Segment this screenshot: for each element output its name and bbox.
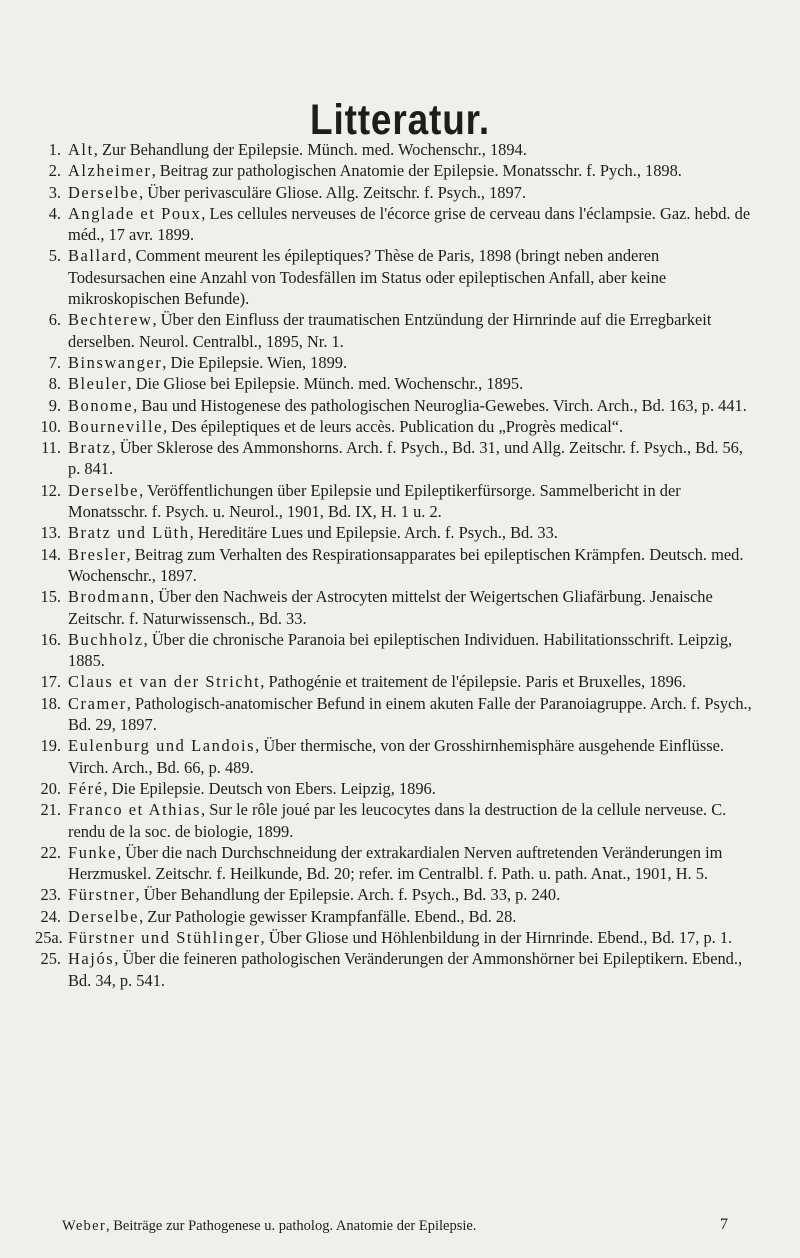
footer-author: Weber (62, 1218, 106, 1234)
reference-entry (35, 480, 755, 523)
reference-author: Fürstner und Stühlinger (68, 927, 261, 947)
reference-number: 24. (40, 906, 61, 926)
reference-number: 4. (48, 203, 61, 223)
reference-author: Bratz (68, 438, 112, 458)
reference-number: 5. (48, 246, 61, 266)
reference-entry (35, 842, 755, 885)
reference-entry (35, 522, 755, 543)
reference-author: Binswanger (68, 352, 163, 372)
reference-text: , Des épileptiques et de leurs accès. Publication du „Progrès medical“. (162, 416, 624, 436)
reference-entry (35, 160, 755, 181)
reference-text: , Über Behandlung der Epilepsie. Arch. f. Psych., Bd. 33, p. 240. (135, 885, 561, 905)
reference-author: Claus et van der Stricht (68, 672, 261, 692)
reference-number: 7. (48, 352, 61, 372)
reference-text: , Les cellules nerveuses de l'écorce grise de cerveau dans l'éclampsie. Gaz. hebd. de méd., 17 avr. 1899. (68, 203, 751, 245)
reference-text: , Über thermische, von der Grosshirnhemisphäre ausgehende Einflüsse. Virch. Arch., Bd. 66, p. 489. (68, 736, 724, 777)
reference-entry (35, 203, 755, 246)
reference-number: 9. (48, 395, 61, 415)
reference-entry (35, 139, 755, 160)
reference-text: , Über perivasculäre Gliose. Allg. Zeitschr. f. Psych., 1897. (139, 182, 526, 202)
reference-number: 25a. (35, 927, 63, 947)
reference-entry (35, 948, 755, 991)
reference-list (35, 139, 755, 991)
reference-text: , Sur le rôle joué par les leucocytes dans la destruction de la cellule nerveuse. C. rendu de la soc. de biologie, 1899. (68, 800, 727, 841)
reference-number: 15. (40, 587, 61, 607)
reference-number: 1. (48, 140, 61, 159)
reference-text: , Zur Pathologie gewisser Krampfanfälle. Ebend., Bd. 28. (139, 906, 517, 926)
reference-entry (35, 884, 755, 905)
reference-entry (35, 437, 755, 480)
running-footer (62, 1216, 752, 1236)
reference-author: Cramer (68, 693, 127, 713)
reference-author: Buchholz (68, 629, 144, 649)
reference-text: , Bau und Histogenese des pathologischen Neuroglia-Gewebes. Virch. Arch., Bd. 163, p. 441. (133, 395, 747, 415)
reference-number: 21. (40, 800, 61, 820)
reference-author: Bratz und Lüth (68, 523, 190, 543)
reference-entry (35, 927, 755, 948)
reference-number: 11. (41, 438, 61, 458)
reference-text: , Über Sklerose des Ammonshorns. Arch. f. Psych., Bd. 31, und Allg. Zeitschr. f. Psych., Bd. 56, p. 841. (68, 438, 743, 479)
reference-text: , Über die nach Durchschneidung der extrakardialen Nerven auftretenden Veränderungen im Herzmuskel. Zeitschr. f. Heilkunde, Bd. 20; refer. im Centralbl. f. Path. u. path. Anat., 1901, H. 5. (68, 842, 723, 884)
reference-number: 25. (40, 949, 61, 969)
reference-number: 2. (48, 161, 61, 181)
reference-entry (35, 586, 755, 629)
reference-author: Funke (68, 842, 117, 862)
page-number: 7 (720, 1216, 728, 1233)
reference-text: , Über die chronische Paranoia bei epileptischen Individuen. Habilitationsschrift. Leipzig, 1885. (68, 629, 733, 671)
reference-author: Eulenburg und Landois (68, 736, 256, 756)
reference-text: , Veröffentlichungen über Epilepsie und Epileptikerfürsorge. Sammelbericht in der Monatsschr. f. Psych. u. Neurol., 1901, Bd. IX, H. 1 u. 2. (68, 480, 681, 522)
reference-entry (35, 352, 755, 373)
reference-author: Alzheimer (68, 161, 152, 181)
reference-entry (35, 906, 755, 927)
reference-number: 13. (40, 523, 61, 543)
reference-author: Hajós (68, 949, 115, 969)
reference-entry (35, 416, 755, 437)
reference-text: , Pathogénie et traitement de l'épilepsie. Paris et Bruxelles, 1896. (260, 672, 687, 692)
reference-number: 23. (40, 885, 61, 905)
reference-number: 17. (40, 672, 61, 692)
reference-number: 19. (40, 736, 61, 756)
reference-text: , Über den Nachweis der Astrocyten mittelst der Weigertschen Gliafärbung. Jenaische Zeitschr. f. Naturwissensch., Bd. 33. (68, 587, 713, 628)
reference-author: Bresler (68, 544, 127, 564)
reference-author: Bleuler (68, 374, 128, 394)
reference-author: Alt (68, 140, 94, 159)
reference-number: 14. (40, 544, 61, 564)
reference-entry (35, 778, 755, 799)
reference-text: , Beitrag zur pathologischen Anatomie der Epilepsie. Monatsschr. f. Pych., 1898. (151, 161, 682, 181)
reference-text: , Die Epilepsie. Deutsch von Ebers. Leipzig, 1896. (103, 778, 436, 798)
reference-text: , Pathologisch-anatomischer Befund in einem akuten Falle der Paranoiagruppe. Arch. f. Psych., Bd. 29, 1897. (68, 693, 752, 735)
reference-entry (35, 395, 755, 416)
reference-entry (35, 629, 755, 672)
reference-author: Féré (68, 778, 104, 798)
reference-entry (35, 309, 755, 352)
reference-number: 3. (48, 182, 61, 202)
reference-text: , Hereditäre Lues und Epilepsie. Arch. f. Psych., Bd. 33. (189, 523, 558, 543)
reference-text: , Beitrag zum Verhalten des Respirationsapparates bei epileptischen Krämpfen. Deutsch. med. Wochenschr., 1897. (68, 544, 744, 585)
reference-number: 20. (40, 778, 61, 798)
reference-entry (35, 544, 755, 587)
reference-entry (35, 245, 755, 309)
page-title: Litteratur. (309, 96, 491, 144)
reference-text: , Comment meurent les épileptiques? Thèse de Paris, 1898 (bringt neben anderen Todesursachen eine Anzahl von Todesfällen im Status oder epileptischen Anfall, aber keine mikroskopischen Befunde). (68, 246, 667, 309)
reference-number: 16. (40, 629, 61, 649)
reference-entry (35, 671, 755, 692)
reference-number: 10. (40, 416, 61, 436)
reference-author: Bonome (68, 395, 134, 415)
reference-author: Ballard (68, 246, 128, 266)
reference-author: Franco et Athias (68, 800, 202, 820)
reference-number: 18. (40, 693, 61, 713)
reference-text: , Über die feineren pathologischen Veränderungen der Ammonshörner bei Epileptikern. Ebend., Bd. 34, p. 541. (68, 949, 743, 990)
reference-text: , Über den Einfluss der traumatischen Entzündung der Hirnrinde auf die Erregbarkeit derselben. Neurol. Centralbl., 1895, Nr. 1. (68, 310, 712, 351)
reference-author: Brodmann (68, 587, 150, 607)
reference-text: , Über Gliose und Höhlenbildung in der Hirnrinde. Ebend., Bd. 17, p. 1. (260, 927, 733, 947)
reference-entry (35, 799, 755, 842)
reference-author: Bechterew (68, 310, 153, 330)
reference-number: 8. (48, 374, 61, 394)
reference-number: 12. (40, 480, 61, 500)
reference-entry (35, 373, 755, 394)
reference-text: , Zur Behandlung der Epilepsie. Münch. med. Wochenschr., 1894. (93, 140, 527, 159)
reference-author: Derselbe (68, 906, 140, 926)
footer-title: , Beiträge zur Pathogenese u. patholog. Anatomie der Epilepsie. (105, 1218, 477, 1234)
reference-text: , Die Epilepsie. Wien, 1899. (162, 352, 348, 372)
reference-entry (35, 693, 755, 736)
reference-number: 22. (40, 842, 61, 862)
reference-entry (35, 735, 755, 778)
reference-author: Fürstner (68, 885, 136, 905)
reference-text: , Die Gliose bei Epilepsie. Münch. med. Wochenschr., 1895. (127, 374, 524, 394)
reference-author: Anglade et Poux (68, 203, 202, 223)
reference-entry (35, 182, 755, 203)
reference-author: Derselbe (68, 182, 140, 202)
reference-number: 6. (48, 310, 61, 330)
reference-author: Derselbe (68, 480, 140, 500)
reference-author: Bourneville (68, 416, 163, 436)
